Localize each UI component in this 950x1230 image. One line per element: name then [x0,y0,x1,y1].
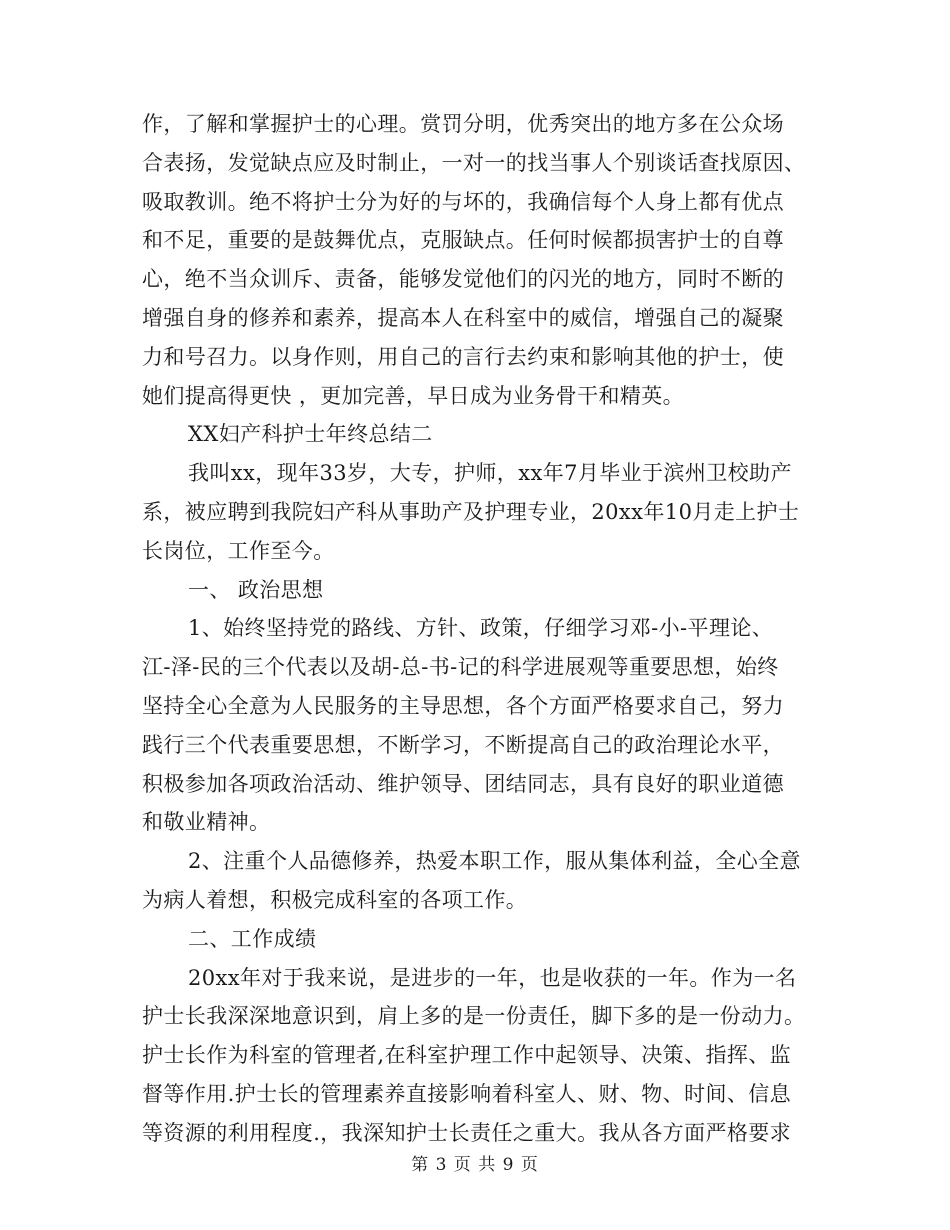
text-line: 作，了解和掌握护士的心理。赏罚分明，优秀突出的地方多在公众场 [142,112,784,136]
text-line: 心，绝不当众训斥、责备，能够发觉他们的闪光的地方，同时不断的 [142,267,784,292]
text-line: 坚持全心全意为人民服务的主导思想，各个方面严格要求自己，努力 [142,694,784,718]
text-line: 她们提高得更快 ，更加完善，早日成为业务骨干和精英。 [142,383,685,408]
page-number-footer: 第 3 页 共 9 页 [411,1155,539,1175]
text-line: 1、始终坚持党的路线、方针、政策，仔细学习邓-小-平理论、 [188,616,774,641]
text-line: 系，被应聘到我院妇产科从事助产及护理专业，20xx年10月走上护士 [142,500,800,524]
section-heading: 一、 政治思想 [188,577,324,602]
text-line: 2、注重个人品德修养，热爱本职工作，服从集体利益，全心全意 [188,849,801,874]
text-line: 20xx年对于我来说，是进步的一年，也是收获的一年。作为一名 [188,965,797,990]
text-line: 和敬业精神。 [142,810,271,835]
text-line: 为病人着想，积极完成科室的各项工作。 [142,888,528,912]
text-line: 增强自身的修养和素养，提高本人在科室中的威信，增强自己的凝聚 [142,306,784,330]
text-line: 我叫xx，现年33岁，大专，护师，xx年7月毕业于滨州卫校助产 [188,461,792,486]
text-line: 护士长我深深地意识到，肩上多的是一份责任，脚下多的是一份动力。 [142,1004,806,1029]
text-line: 力和号召力。以身作则，用自己的言行去约束和影响其他的护士，使 [142,344,784,369]
text-line: 践行三个代表重要思想，不断学习，不断提高自己的政治理论水平， [142,732,784,757]
text-line: 长岗位，工作至今。 [142,538,335,563]
text-line: 积极参加各项政治活动、维护领导、团结同志，具有良好的职业道德 [142,771,784,796]
text-line: 和不足，重要的是鼓舞优点，克服缺点。任何时候都损害护士的自尊 [142,228,784,253]
text-line: 等资源的利用程度.，我深知护士长责任之重大。我从各方面严格要求 [142,1120,792,1145]
section-heading: XX妇产科护士年终总结二 [188,422,433,447]
text-line: 江-泽-民的三个代表以及胡-总-书-记的科学进展观等重要思想，始终 [142,655,779,680]
text-line: 吸取教训。绝不将护士分为好的与坏的，我确信每个人身上都有优点 [142,189,784,214]
text-line: 护士长作为科室的管理者,在科室护理工作中起领导、决策、指挥、监 [142,1043,792,1068]
text-line: 合表扬，发觉缺点应及时制止，一对一的找当事人个别谈话查找原因、 [142,150,806,175]
text-line: 督等作用.护士长的管理素养直接影响着科室人、财、物、时间、信息 [142,1082,792,1106]
section-heading: 二、工作成绩 [188,926,317,951]
